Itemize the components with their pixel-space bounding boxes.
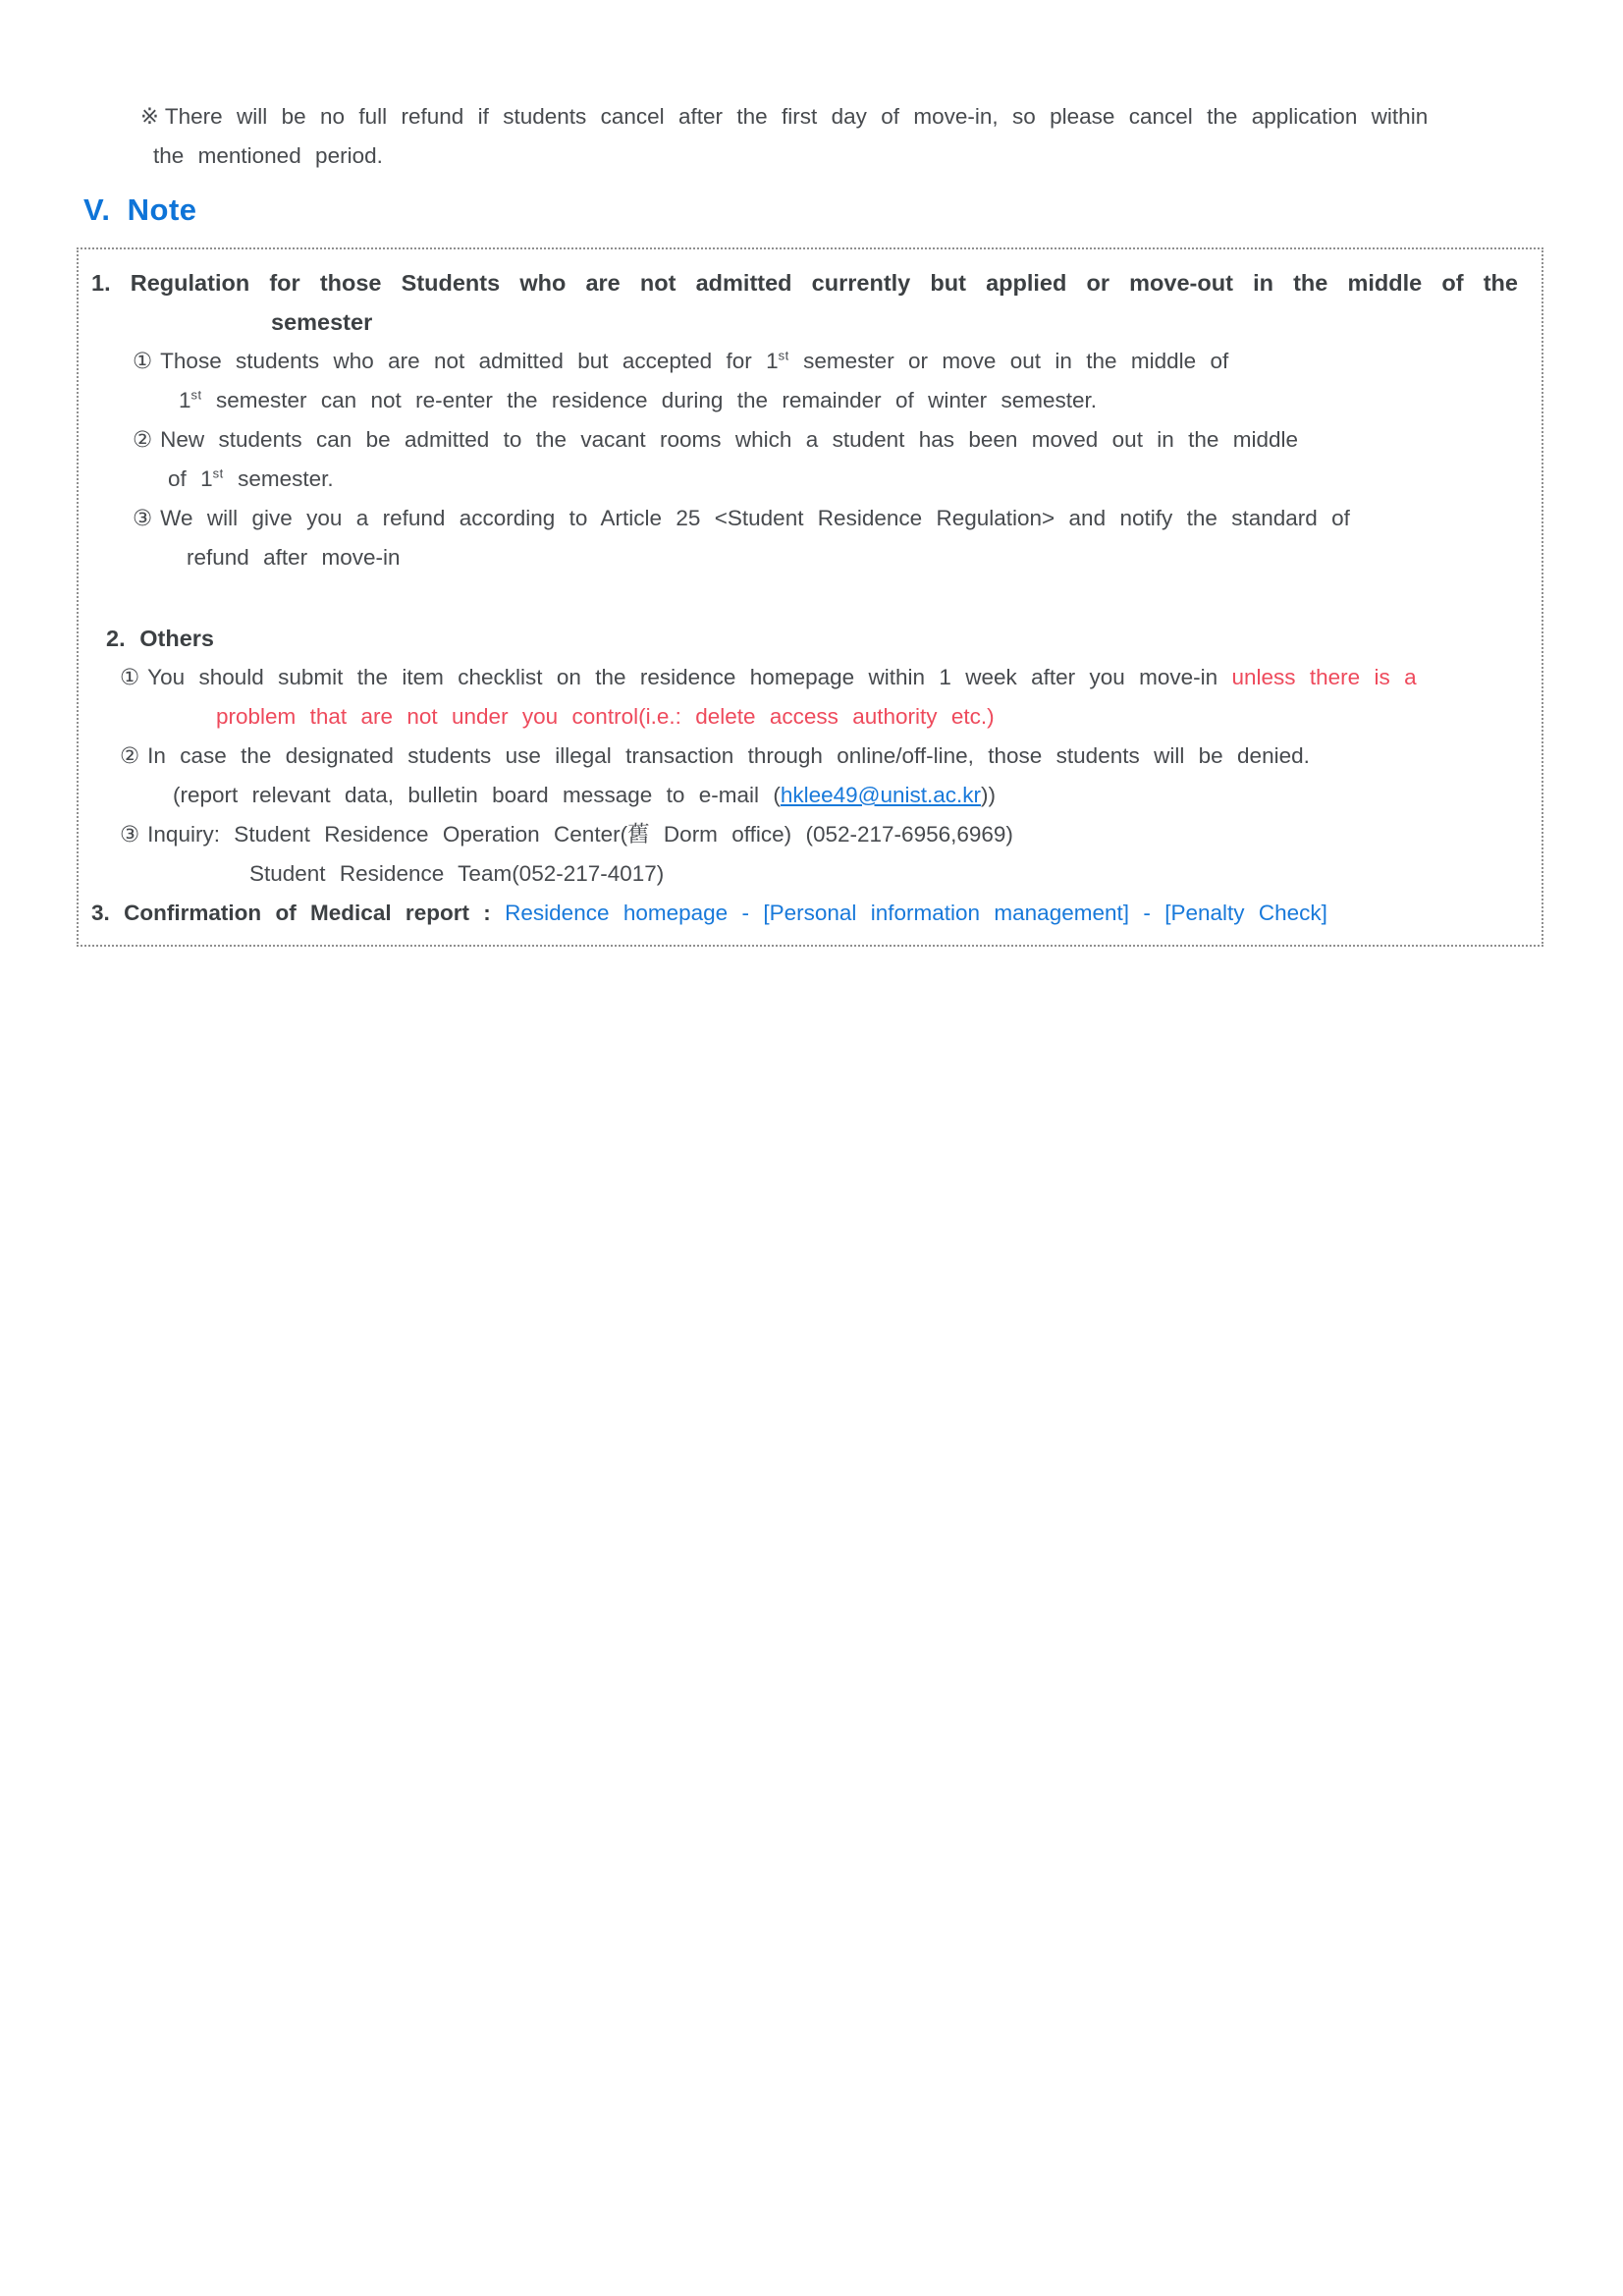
ordinal-superscript: st	[778, 348, 789, 363]
regulation-item2-line2-pre: of 1	[168, 466, 213, 491]
ordinal-superscript: st	[212, 465, 224, 481]
top-note-line1-text: There will be no full refund if students cancel after the first day of move-in, so please cancel the application within	[164, 104, 1429, 129]
others-item2-line2	[79, 776, 1518, 815]
regulation-item1-line2	[79, 381, 1518, 420]
others-item3-line2: Student Residence Team(052-217-4017)	[249, 861, 665, 886]
regulation-item1-line1	[79, 342, 1518, 381]
email-link[interactable]: hklee49@unist.ac.kr	[780, 783, 982, 807]
others-item2-line1	[79, 737, 1518, 776]
regulation-number: 1.	[91, 270, 111, 296]
others-title-text: Others	[139, 626, 214, 651]
others-number: 2.	[106, 626, 126, 651]
regulation-item1-line2-rest: semester can not re-enter the residence during the remainder of winter semester.	[216, 388, 1098, 412]
others-item3-text: Inquiry: Student Residence Operation Center(舊 Dorm office) (052-217-6956,6969)	[147, 822, 1013, 847]
regulation-title-line1	[79, 263, 1518, 302]
note-box	[77, 247, 1543, 947]
section-heading: V. Note	[83, 192, 197, 227]
others-item2-line2-pre: (report relevant data, bulletin board message to e-mail (	[173, 783, 781, 807]
regulation-item3-line2: refund after move-in	[187, 545, 401, 570]
others-item1-line1	[79, 658, 1518, 697]
penalty-check-link[interactable]: Residence homepage - [Personal information management] - [Penalty Check]	[505, 901, 1327, 925]
medical-number: 3.	[91, 901, 110, 925]
circled-1-icon: ①	[120, 665, 140, 689]
medical-label: Confirmation of Medical report :	[124, 901, 491, 925]
circled-2-icon: ②	[120, 743, 140, 768]
others-item1-line2-warning: problem that are not under you control(i.e.: delete access authority etc.)	[216, 704, 995, 729]
medical-report-line	[79, 894, 1518, 933]
regulation-item2-line2	[79, 460, 1518, 499]
regulation-title-line2: semester	[271, 309, 373, 335]
regulation-item1-text: Those students who are not admitted but accepted for 1	[160, 349, 779, 373]
others-item1-warning: unless there is a	[1231, 665, 1417, 689]
regulation-item2-line1	[79, 420, 1518, 460]
reference-mark-icon: ※	[140, 104, 159, 129]
circled-1-icon: ①	[133, 349, 153, 373]
regulation-item3-line1	[79, 499, 1518, 538]
others-title	[79, 619, 1518, 658]
regulation-item3-text: We will give you a refund according to Article 25 <Student Residence Regulation> and notify the standard of	[160, 506, 1350, 530]
regulation-item2-text: New students can be admitted to the vacant rooms which a student has been moved out in the middle	[160, 427, 1299, 452]
circled-2-icon: ②	[133, 427, 153, 452]
ordinal-superscript: st	[190, 387, 202, 403]
regulation-item1-line2-num: 1	[179, 388, 191, 412]
regulation-item2-line2-rest: semester.	[238, 466, 334, 491]
others-item2-text: In case the designated students use illegal transaction through online/off-line, those students will be denied.	[147, 743, 1310, 768]
circled-3-icon: ③	[133, 506, 153, 530]
others-item1-text: You should submit the item checklist on the residence homepage within 1 week after you move-in	[147, 665, 1218, 689]
top-note-line1	[140, 97, 1623, 137]
circled-3-icon: ③	[120, 822, 140, 847]
others-item3-line1	[79, 815, 1518, 854]
top-note	[0, 0, 1623, 176]
regulation-title-text: Regulation for those Students who are not admitted currently but applied or move-out in the middle of the	[130, 270, 1518, 296]
regulation-item1-rest: semester or move out in the middle of	[803, 349, 1229, 373]
others-item2-line2-post: ))	[981, 783, 997, 807]
top-note-line2: the mentioned period.	[153, 143, 383, 168]
